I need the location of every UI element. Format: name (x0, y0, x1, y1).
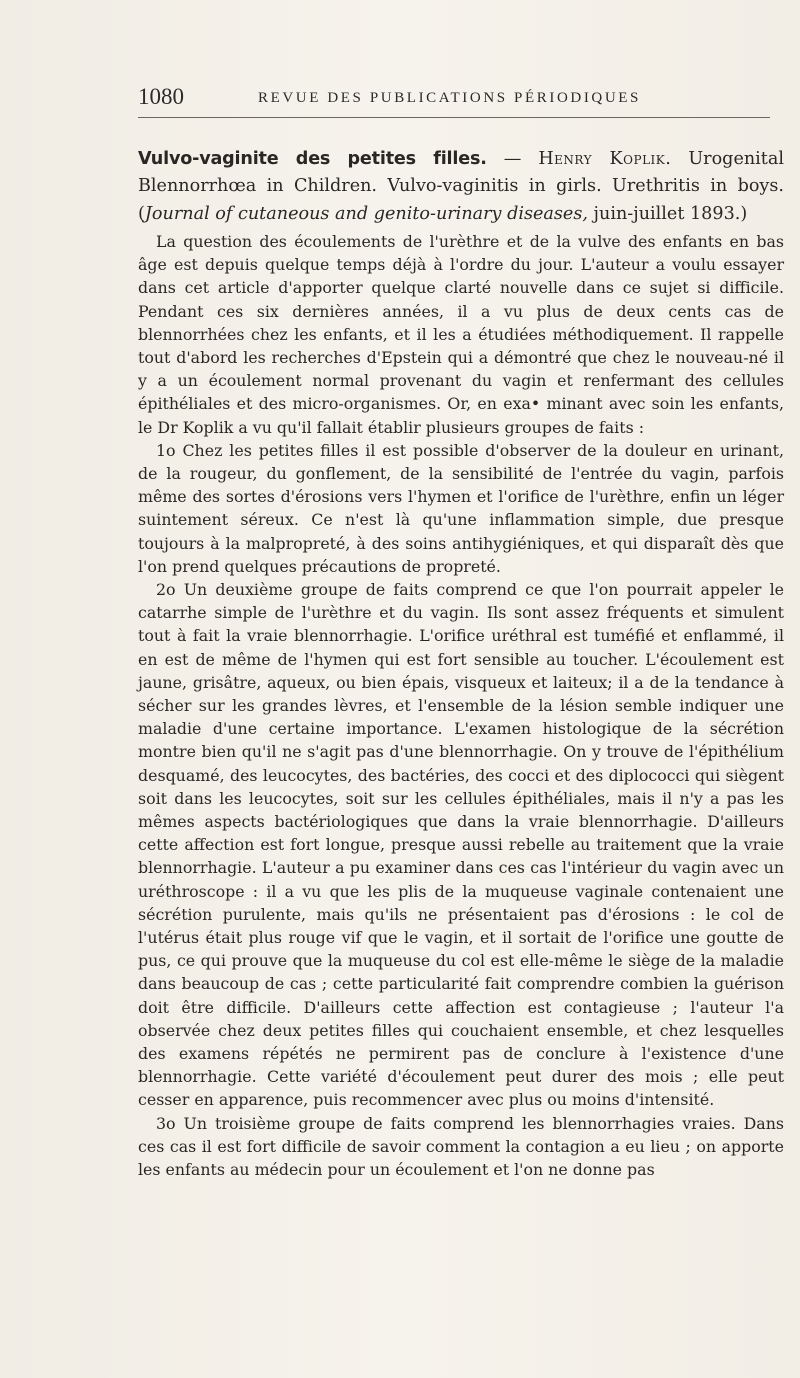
page-header (138, 84, 778, 114)
entry-original-title: Urogenital Blennorrhœa in Children. Vulvo-vaginitis in girls. Urethritis in boys. ( (138, 149, 784, 224)
entry-date: juin-juillet 1893.) (587, 203, 748, 224)
running-head: REVUE DES PUBLICATIONS PÉRIODIQUES (258, 90, 641, 106)
entry-author: Henry Koplik. (538, 149, 672, 169)
paragraph-intro: La question des écoulements de l'urèthre et de la vulve des enfants en bas âge est depuis quelque temps déjà à l'ordre du jour. L'auteur a voulu essayer dans cet article d'apporter quelque clarté nouvelle dans ce sujet si difficile. Pendant ces six dernières années, il a vu plus de deux cents cas de blennorrhées chez les enfants, et il les a étudiées méthodiquement. Il rappelle tout d'abord les recherches d'Epstein qui a démontré que chez le nouveau-né il y a un écoulement normal provenant du vagin et renfermant des cellules épithéliales et des micro-organismes. Or, en exa• minant avec soin les enfants, le Dr Koplik a vu qu'il fallait établir plusieurs groupes de faits : (138, 231, 784, 437)
entry-journal: Journal of cutaneous and genito-urinary diseases, (144, 203, 588, 224)
header-rule (138, 117, 770, 118)
paragraph-group-3: 3o Un troisième groupe de faits comprend les blennorrhagies vraies. Dans ces cas il est fort difficile de savoir comment la contagion a eu lieu ; on apporte les enfants au médecin pour un écoulement et l'on ne donne pas (138, 1113, 784, 1180)
paragraph-group-2: 2o Un deuxième groupe de faits comprend ce que l'on pourrait appeler le catarrhe simple de l'urèthre et du vagin. Ils sont assez fréquents et simulent tout à fait la vraie blennorrhagie. L'orifice uréthral est tuméfié et enflammé, il en est de même de l'hymen qui est fort sensible au toucher. L'écoulement est jaune, grisâtre, aqueux, ou bien épais, visqueux et laiteux; il a de la tendance à sécher sur les grandes lèvres, et l'ensemble de la lésion semble indiquer une maladie d'une certaine importance. L'examen histologique de la sécrétion montre bien qu'il ne s'agit pas d'une blennorrhagie. On y trouve de l'épithélium desquamé, des leucocytes, des bactéries, des cocci et des diplococci qui siègent soit dans les leucocytes, soit sur les cellules épithéliales, mais il n'y a pas les mêmes aspects bactériologiques que dans la vraie blennorrhagie. D'ailleurs cette affection est fort longue, presque aussi rebelle au traitement que la vraie blennorrhagie. L'auteur a pu examiner dans ces cas l'intérieur du vagin avec un uréthroscope : il a vu que les plis de la muqueuse vaginale contenaient une sécrétion purulente, mais qu'ils ne présentaient pas d'érosions : le col de l'utérus était plus rouge vif que le vagin, et il sortait de l'orifice une goutte de pus, ce qui prouve que la muqueuse du col est elle-même le siège de la maladie dans beaucoup de cas ; cette particularité fait comprendre combien la guérison doit être difficile. D'ailleurs cette affection est contagieuse ; l'auteur l'a observée chez deux petites filles qui couchaient ensemble, et chez lesquelles des examens répétés ne permirent pas de conclure à l'existence d'une blennorrhagie. Cette variété d'écoulement peut durer des mois ; elle peut cesser en apparence, puis recommencer avec plus ou moins d'intensité. (138, 579, 784, 1110)
article-body (138, 146, 784, 1181)
paragraph-group-1: 1o Chez les petites filles il est possible d'observer de la douleur en urinant, de la rougeur, du gonflement, de la sensibilité de l'entrée du vagin, parfois même des sortes d'érosions vers l'hymen et l'orifice de l'urèthre, enfin un léger suintement séreux. Ce n'est là qu'une inflammation simple, due presque toujours à la malpropreté, à des soins antihygiéniques, et qui disparaît dès que l'on prend quelques précautions de propreté. (138, 440, 784, 576)
entry-title: Vulvo-vaginite des petites filles. (138, 149, 487, 169)
page-number: 1080 (138, 84, 184, 109)
entry-dash: — (486, 149, 539, 169)
entry-heading (138, 146, 784, 228)
